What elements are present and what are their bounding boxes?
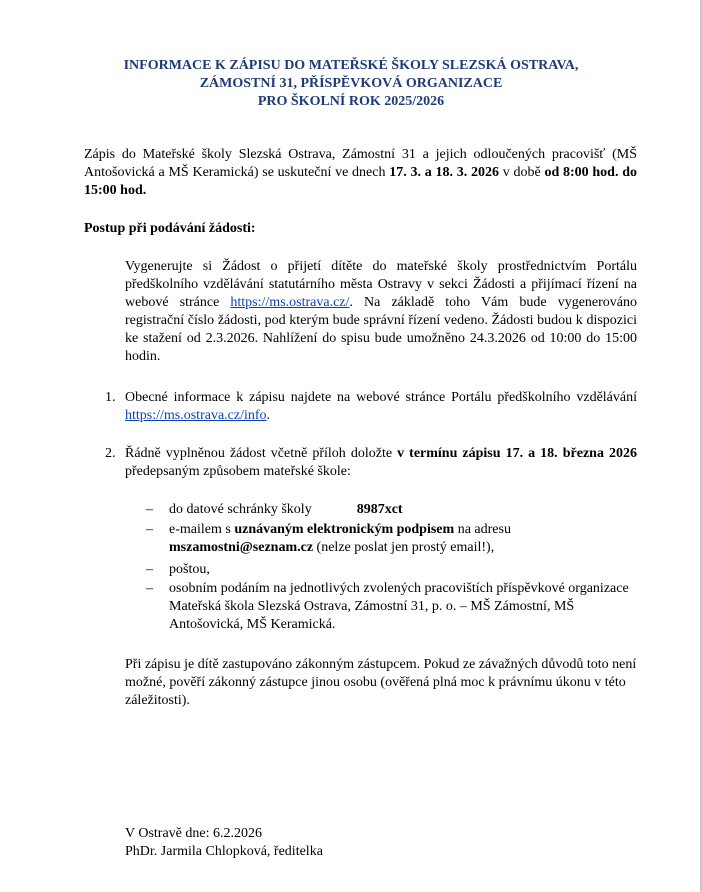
email-signature-requirement: uznávaným elektronickým podpisem <box>234 522 455 537</box>
signature-block <box>125 825 323 861</box>
personal-text: osobním podáním na jednotlivých zvolených pracovištích příspěvkové organizace Mateřská škola Slezská Ostrava, Zámostní 31, p. o. – MŠ Zámostní, MŠ Antošovická, MŠ Keramická. <box>169 581 629 632</box>
item2-text: Řádně vyplněnou žádost včetně příloh doložte <box>125 446 398 461</box>
list-item-text <box>125 389 637 425</box>
intro-paragraph <box>84 146 637 200</box>
list-number: 1. <box>105 390 116 405</box>
portal-link[interactable]: https://ms.ostrava.cz/ <box>230 295 350 310</box>
dash-bullet: – <box>146 581 153 596</box>
databox-id: 8987xct <box>356 502 403 517</box>
intro-text: Zápis do Mateřské školy Slezská Ostrava, Zámostní 31 a jejich odloučených pracovišť (MŠ Antošovická a MŠ Keramická) se uskuteční ve dnech <box>84 147 637 180</box>
databox-label: do datové schránky školy <box>169 502 312 517</box>
list-item <box>105 389 637 425</box>
post-text: poštou, <box>169 562 210 577</box>
procedure-text-2: . Na základě toho Vám bude vygenerováno registrační číslo žádosti, pod kterým bude správní řízení vedeno. Žádosti budou k dispozici ke stažení od 2.3.2026. Nahlížení do spisu bude umožněno 24.3.2026 od 10:00 do 15:00 hodin. <box>125 295 637 364</box>
dash-bullet: – <box>146 522 153 537</box>
dash-bullet: – <box>146 562 153 577</box>
intro-dates: 17. 3. a 18. 3. 2026 <box>389 165 499 180</box>
delivery-option-personal <box>146 580 646 634</box>
delivery-option-databox <box>146 501 646 519</box>
item1-text-2: . <box>266 408 271 423</box>
item1-text: Obecné informace k zápisu najdete na webové stránce Portálu předškolního vzdělávání <box>125 390 637 405</box>
email-note: (nelze poslat jen prostý email!), <box>313 540 495 555</box>
delivery-option-email <box>146 521 646 557</box>
email-text-2: na adresu <box>454 522 511 537</box>
list-item <box>105 445 637 481</box>
item2-deadline: v termínu zápisu 17. a 18. března 2026 <box>397 446 637 461</box>
signatory-name: PhDr. Jarmila Chlopková, ředitelka <box>125 844 323 859</box>
list-item-text <box>125 445 637 481</box>
email-address: mszamostni@seznam.cz <box>169 540 314 555</box>
representation-paragraph: Při zápisu je dítě zastupováno zákonným zástupcem. Pokud ze závažných důvodů toto není možné, pověří zákonný zástupce jinou osobu (ověřená plná moc k právnímu úkonu v této záležitosti). <box>125 657 637 708</box>
title-line-1: INFORMACE K ZÁPISU DO MATEŘSKÉ ŠKOLY SLEZSKÁ OSTRAVA, <box>123 58 579 73</box>
procedure-text: Vygenerujte si Žádost o přijetí dítěte do mateřské školy prostřednictvím Portálu předškolního vzdělávání statutárního města Ostravy v sekci Žádosti a přijímací řízení na webové stránce <box>125 259 637 310</box>
intro-text-2: v době <box>498 165 545 180</box>
delivery-option-post <box>146 561 646 579</box>
info-link[interactable]: https://ms.ostrava.cz/info <box>125 408 267 423</box>
title-line-3: PRO ŠKOLNÍ ROK 2025/2026 <box>257 94 445 109</box>
procedure-paragraph <box>125 258 637 366</box>
document-title <box>0 57 702 111</box>
title-line-2: ZÁMOSTNÍ 31, PŘÍSPĚVKOVÁ ORGANIZACE <box>199 76 503 91</box>
item2-text-2: předepsaným způsobem mateřské škole: <box>125 464 351 479</box>
intro-time: od 8:00 hod. do 15:00 hod. <box>84 165 638 198</box>
section-heading: Postup při podávání žádosti: <box>84 221 256 236</box>
list-number: 2. <box>105 446 116 461</box>
place-date: V Ostravě dne: 6.2.2026 <box>125 826 262 841</box>
email-text: e-mailem s <box>169 522 235 537</box>
dash-bullet: – <box>146 502 153 517</box>
